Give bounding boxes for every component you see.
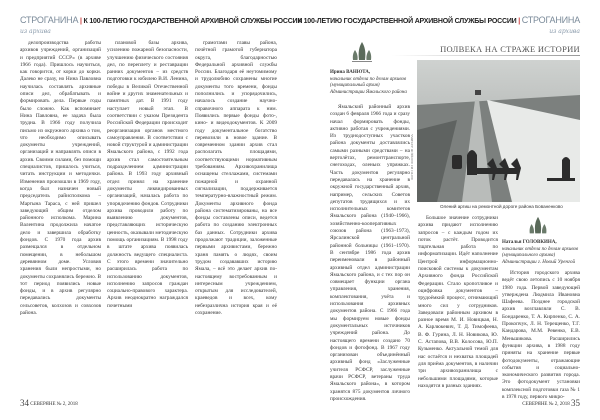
- left-footer: [20, 398, 78, 408]
- title-divider: [392, 55, 580, 56]
- footer-issue: СЕВЕРЯНЕ № 2, 2018: [522, 402, 570, 407]
- article-title: ПОЛВЕКА НА СТРАЖЕ ИСТОРИИ: [440, 44, 580, 54]
- header-separator: |: [80, 18, 82, 25]
- author-block-2: [502, 240, 582, 266]
- footer-issue: СЕВЕРЯНЕ № 2, 2018: [30, 402, 78, 407]
- left-column-3: [195, 40, 277, 392]
- right-column-1: [330, 104, 410, 402]
- left-column-2: [107, 40, 188, 392]
- author-name: Ирина ВАНЮТА,: [330, 70, 371, 75]
- body-text: делопроизводства работы архивов учреждений, организаций и предприятий СССР» (в архиве 1966 года). Пришлось научиться, как говорится, от корки до корки. Далеко не сразу, но Нина Павловна научилась составлять архивные описи дел, обрабатывать и формировать дела. Первые годы было сложно. Как вспоминает Нина Павловна, ее задача была трудна. В 1966 году получила письмо из окружного архива о том, что необходимо описывать документы учреждений, организаций и направлять описи в архив. Своими силами, без помощи специалистов, пришлось учиться, читать инструкции и методички. Изменения произошли в 1969 году, когда был назначен новый председатель райисполкома – Мартына Тараса, с ней пришел заведующий общим отделом районного исполкома. Марина Валентина продолжила начатое дело и завершила обработку фондов. С 1970 года архив размещался в отдельном помещении, в небольшом деревянном доме. Условия хранения были непростыми, но документы сохранялись бережно. В тот период появились новые фонды, и в архив регулярно передавались документы сельсоветов, колхозов и совхозов района.: [20, 40, 101, 316]
- author-block-1: [330, 70, 410, 96]
- section-script: из архива: [20, 28, 51, 35]
- header-title: К 100-ЛЕТИЮ ГОСУДАРСТВЕННОЙ АРХИВНОЙ СЛУЖБЫ РОССИИ: [83, 18, 303, 25]
- right-running-header: [298, 15, 580, 25]
- section-script: из архива: [549, 28, 580, 35]
- header-brand: СТРОГАНИНА: [20, 15, 79, 25]
- right-footer: [522, 398, 580, 408]
- header-separator: |: [518, 18, 520, 25]
- right-column-3: [502, 270, 580, 401]
- body-text: Ямальский районный архив создан 6 февраля 1966 года и сразу начал формировать фонды, активно работая с учреждениями. Из труднодоступных участков района документы доставлялись самыми разными средствами – на вертолётах, ремонттранспорте, снегоходах, оленьих упряжках. Часть документов регулярно передавалась на хранение в окружной государственный архив, например, сельских Советов депутатов трудящихся и их исполнительных комитетов Ямальского района (1940–1966), хозяйственно-кооперативных союзов района (1963–1973), Ярсалинской центральной районной больницы (1961–1970). В сентябре 1986 года архив переименовали в районный архивный отдел администрации Ямальского района, и с тех пор он совмещает функции органа управления, хранения, комплектования, учёта и использования архивных документов района. С 1966 года мы формируем новые фонды документальных источников учреждений района. До настоящего времени создано 70 фондов и фотофонд. В 1967 году организован объединённый архивный фонд «Заслуженные учителя РСФСР, заслуженные врачи РСФСР, ветераны труда Ямальского района», в котором хранятся 875 документов личного происхождения.: [330, 104, 410, 402]
- right-column-2: [418, 215, 498, 392]
- archive-photo-reindeer-sled: [417, 60, 580, 202]
- left-running-header: [20, 15, 302, 25]
- emblem-icon: [527, 215, 549, 237]
- header-title: К 100-ЛЕТИЮ ГОСУДАРСТВЕННОЙ АРХИВНОЙ СЛУЖБЫ РОССИИ: [297, 18, 517, 25]
- body-text: плановой базы архива, усилению пожарной безопасности, улучшению физического состояния дел, по переплету и реставрации ранних документов – из средств подготовки к юбилею В.И. Ленина, победы в Великой Отечественной войне и других знаменательных и памятных дат. В 1991 году наступает новый этап. В соответствии с указом Президента Российской Федерации происходит реорганизация органов местного самоуправления. В соответствии с новой структурой и администрации Ямальского района, с 1992 года архив стал самостоятельным подразделением администрации района. В 1993 году архивный отдел принял на хранение документы ликвидированных организаций, началась работа по упорядочению фондов. Сотрудники архива проводили работу по выявлению документов, представляющих историческую ценность, оказывали методическую помощь организациям. В 1998 году в штате архива появилась должность ведущего специалиста. С этого времени значительно расширилась работа по использованию документов, исполнению запросов граждан социально-правового характера. Архив неоднократно награждался почетными: [107, 40, 188, 309]
- photo-caption: Олений аргиш на ремонтной дороге района Бованенково: [440, 204, 563, 209]
- emblem-icon: [350, 40, 374, 64]
- body-text: Большое значение сотрудники архива придают исполнению запросов – с каждым годом их поток растёт. Проводится тщательная работа по информатизации. Идёт наполнение Центрой информационно-поисковой системы к документам Архивного фонда Российской Федерации. Стало кропотливое и оцифровка документов – трудоёмкий процесс, отнимающий много сил у сотрудников. Заведовали районным архивом в разное время М. И. Новицкая, Н. А. Карлюкевич, Т. Д. Тимофеева, В. Ф. Гурина, Л. Н. Новикова, Ю. С. Астапова, В.В. Колосова, Ю.П. Кузьменко. Актуальной темой для нас остаётся и нехватка площадей для приёма документов, в наличии три архивохранилища с небольшими площадями, которые находятся в разных зданиях.: [418, 215, 498, 389]
- author-name: Наталья ГОЛОВКИНА,: [502, 240, 557, 245]
- page-number: 35: [571, 398, 580, 408]
- author-position: начальник отдела по делам архивов (муниципальный архив) Администрации Ямальского района: [330, 76, 407, 95]
- header-brand: СТРОГАНИНА: [521, 15, 580, 25]
- photo-credit: ФОТО ИЗ ФОНДОВ АРХИВА: [410, 134, 414, 180]
- page-number: 34: [20, 398, 29, 408]
- body-text: История городского архива ведёт свою летопись с 10 ноября 1980 года. Первой заведующей утверждена Людмила Ивановна Шафеева. Позднее городской архив возглавляли С. В. Бондаренко, Т. А. Кирпенко, С. А. Прокопчук, Л. Н. Терещенко, Т.Г. Кандарова, М.М. Ревенко, Е.В. Меньшикова. Расширились функции архива, в 1988 году приняты на хранение первые фотодокументы, отражающие события и социально-экономического развития города. Это фотодокумент установки комплексной подготовки газа № 1 в 1978 году, первого микро-: [502, 270, 580, 401]
- left-column-1: [20, 40, 101, 392]
- author-position: начальник отдела по делам архивов (муниципального архива) Администрации г. Новый Уренгой: [502, 246, 579, 265]
- body-text: грамотами главы района, почётной грамотой губернатора округа, благодарностью Федеральной архивной службы России. Благодаря её неутомимому и трудолюбию сохранены многие документы того времени, фонды пополнились и упорядочились, началось создание научно-справочного аппарата к ним. Появились первые фонды фото-, кино- и видеодокументов. К 2009 году документальное богатство перевозили в новое здание. В современном здании архив стал располагать площадями, соответствующими нормативным требованиям. Архивохранилища оснащены стеллажами, системами пожарной и охранной сигнализации, поддерживается температурно-влажностный режим. Документы архивного фонда района систематизированы, на все фонды составлены описи, ведется работа по созданию электронных баз данных. Сотрудники архива продолжают традиции, заложенные первыми архивистами, бережно храня память о людях, своим трудом создававших историю Ямала, – всё это делает архив по-настоящему востребованным и интересным учреждением, открытым для исследователей, краеведов и всех, кому небезразлична история края и её сохранение.: [195, 40, 277, 316]
